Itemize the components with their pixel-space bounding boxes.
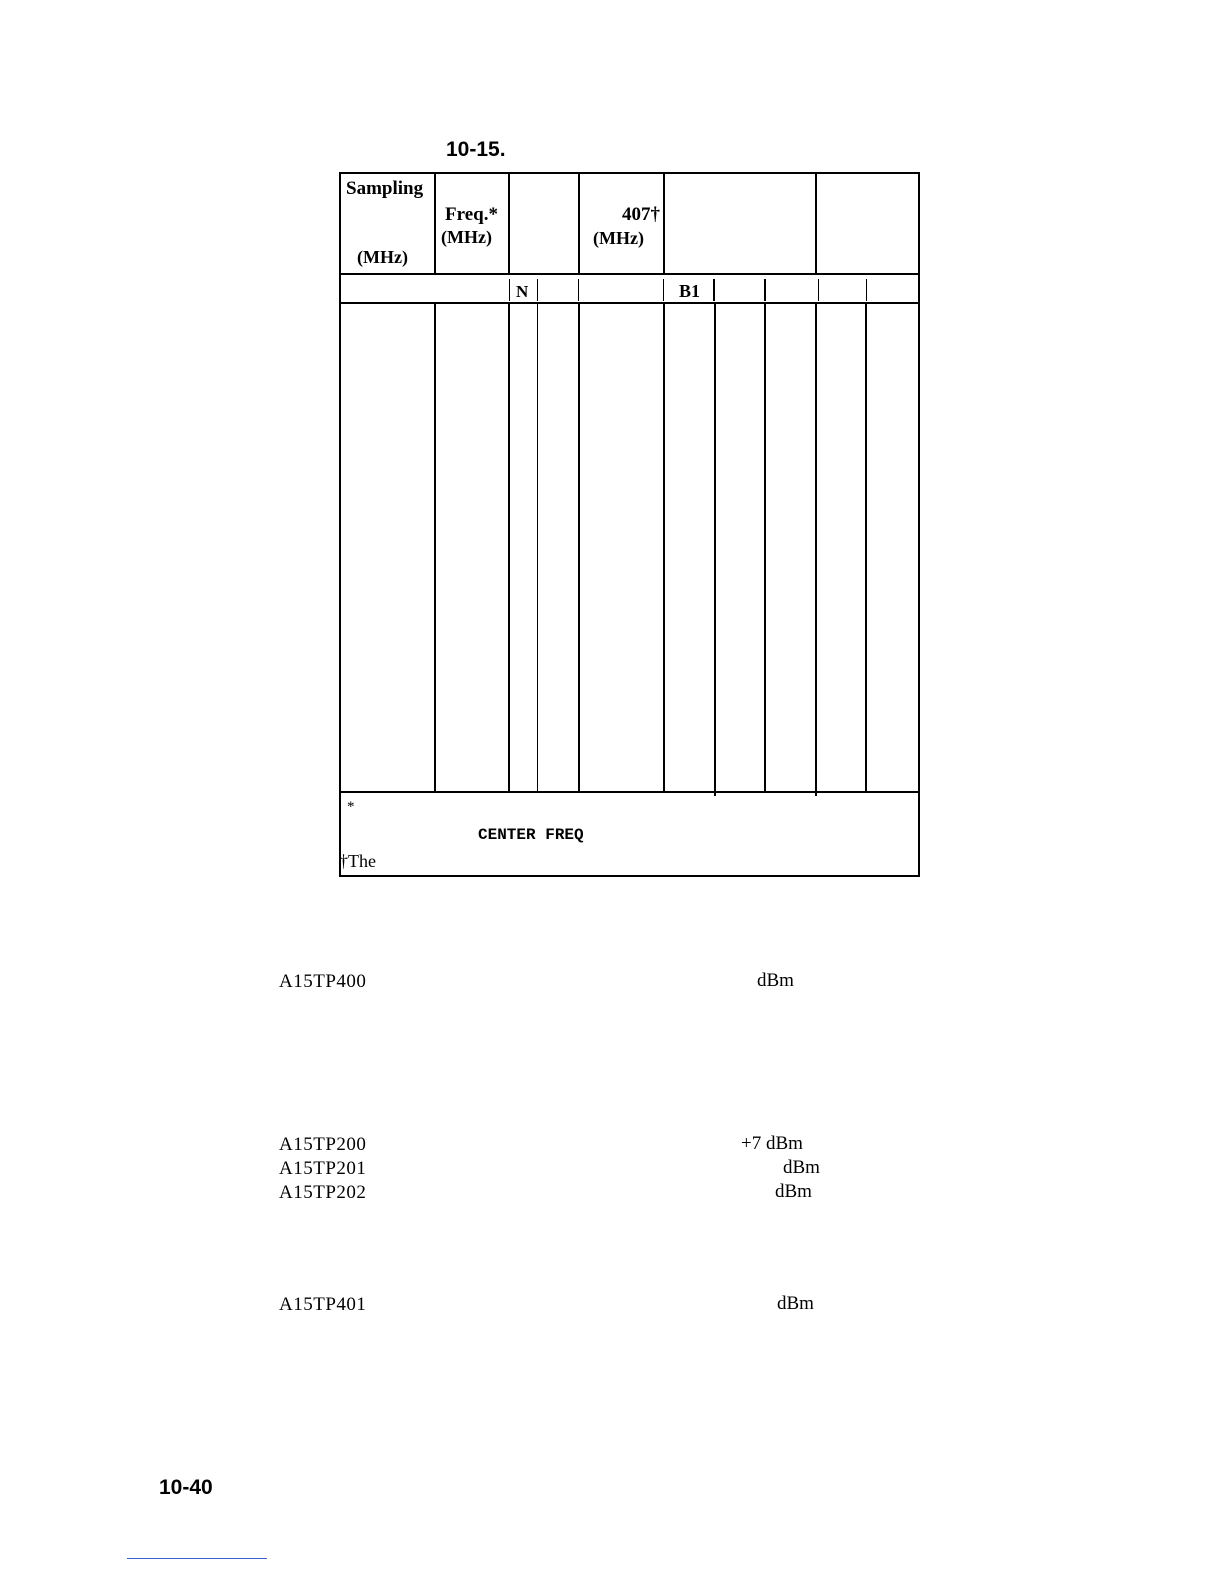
header-sampling: Sampling	[346, 178, 424, 199]
test-point-label: A15TP401	[279, 1294, 367, 1315]
test-point-value: dBm	[777, 1293, 814, 1314]
subheader-b1: B1	[679, 281, 701, 301]
page-number: 10-40	[159, 1476, 213, 1499]
test-point-label: A15TP400	[279, 971, 367, 992]
subhdr-tick	[509, 279, 510, 301]
hdr-col-divider	[663, 172, 665, 273]
body-col-divider	[865, 302, 867, 791]
subhdr-tick	[578, 279, 579, 301]
header-freq: Freq.*	[445, 204, 498, 225]
test-point-value: dBm	[757, 970, 794, 991]
body-col-divider	[537, 302, 538, 791]
hdr-col-divider	[815, 172, 817, 273]
footnote-divider	[339, 791, 920, 793]
subhdr-tick	[537, 279, 538, 301]
subhdr-tick	[818, 279, 819, 301]
footnote-star: *	[347, 799, 355, 815]
test-point-value: +7 dBm	[741, 1133, 803, 1154]
body-col-divider	[434, 302, 436, 791]
hdr-col-divider	[578, 172, 580, 273]
subhdr-tick	[866, 279, 867, 301]
test-point-value: dBm	[775, 1181, 812, 1202]
body-col-divider	[663, 302, 665, 791]
body-col-divider	[714, 302, 716, 796]
subheader-n: N	[516, 282, 529, 301]
subhdr-tick	[663, 279, 664, 301]
test-point-label: A15TP201	[279, 1158, 367, 1179]
body-col-divider	[508, 302, 510, 791]
header-divider	[339, 273, 920, 275]
hdr-col-divider	[434, 172, 436, 273]
body-col-divider	[815, 302, 817, 796]
test-point-value: dBm	[783, 1157, 820, 1178]
test-point-label: A15TP200	[279, 1134, 367, 1155]
subheader-divider	[339, 302, 920, 304]
table-title: 10-15.	[446, 138, 506, 161]
footnote-center-freq: CENTER FREQ	[478, 826, 584, 844]
subhdr-tick	[764, 279, 766, 301]
header-freq-unit: (MHz)	[441, 227, 492, 247]
hdr-col-divider	[508, 172, 510, 273]
header-407: 407†	[622, 204, 660, 225]
header-sampling-unit: (MHz)	[357, 247, 408, 267]
data-table	[339, 172, 920, 877]
body-col-divider	[764, 302, 766, 791]
footer-rule	[127, 1558, 267, 1559]
subhdr-tick	[713, 279, 715, 301]
body-col-divider	[578, 302, 580, 791]
test-point-label: A15TP202	[279, 1182, 367, 1203]
header-407-unit: (MHz)	[593, 228, 644, 248]
footnote-dagger: †The	[339, 851, 376, 871]
